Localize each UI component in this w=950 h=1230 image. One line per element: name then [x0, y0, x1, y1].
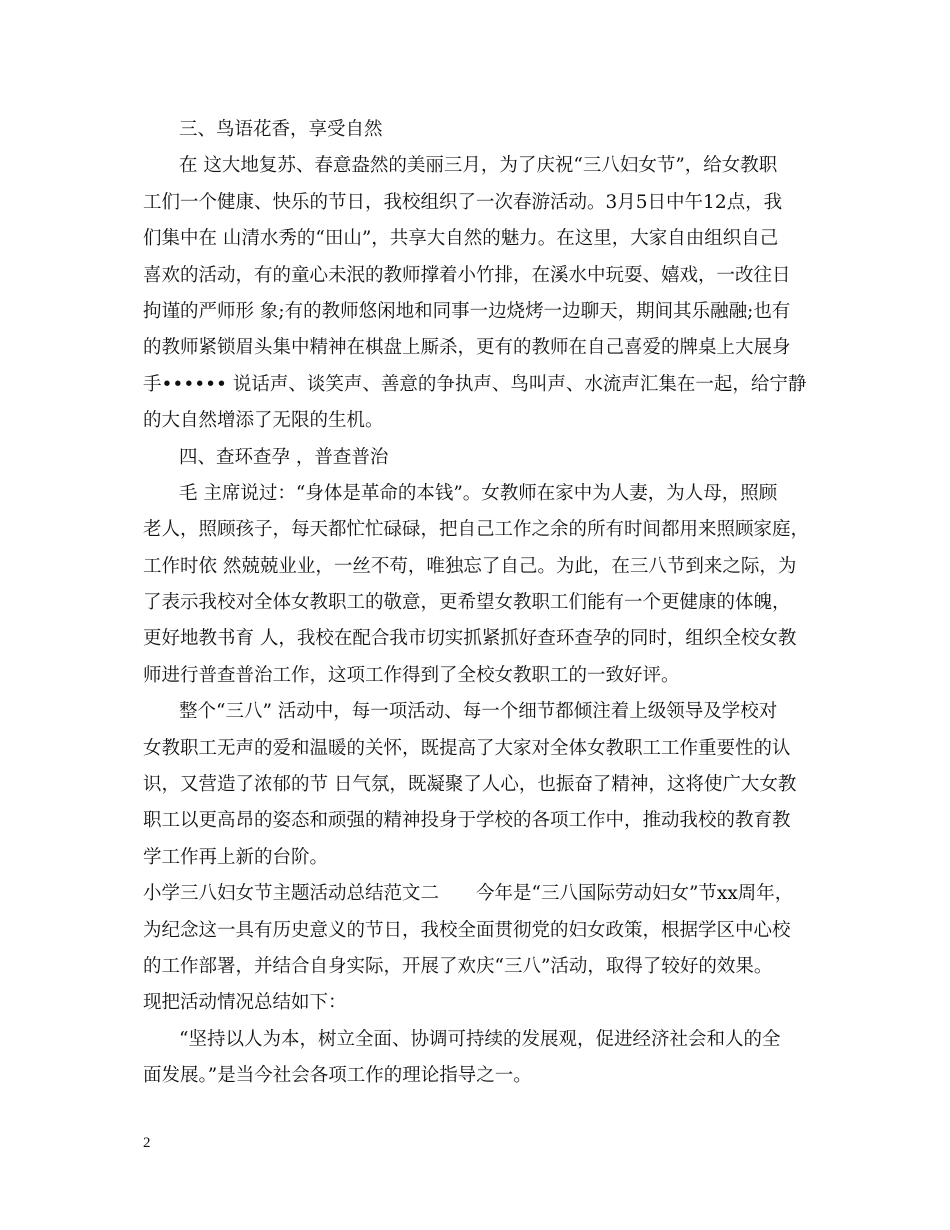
paragraph-line: 毛 主席说过：“身体是革命的本钱”。女教师在家中为人妻，为人母，照顾: [179, 482, 778, 504]
paragraph-line: 整个“三八” 活动中，每一项活动、每一个细节都倾注着上级领导及学校对: [179, 701, 778, 723]
paragraph-line: 小学三八妇女节主题活动总结范文二 今年是“三八国际劳动妇女”节xx周年，: [143, 883, 794, 905]
paragraph-line: 们集中在 山清水秀的“田山”，共享大自然的魅力。在这里，大家自由组织自己: [143, 228, 779, 250]
paragraph-line: 学工作再上新的台阶。: [143, 846, 329, 868]
paragraph-line: 的教师紧锁眉头集中精神在棋盘上厮杀，更有的教师在自己喜爱的牌桌上大展身: [143, 337, 791, 359]
paragraph-line: 手•••••• 说话声、谈笑声、善意的争执声、鸟叫声、水流声汇集在一起，给宁静: [143, 373, 807, 395]
paragraph-line: 拘谨的严师形 象;有的教师悠闲地和同事一边烧烤一边聊天，期间其乐融融;也有: [143, 300, 791, 322]
paragraph-line: 更好地教书育 人，我校在配合我市切实抓紧抓好查环查孕的同时，组织全校女教: [143, 628, 797, 650]
paragraph-line: 的大自然增添了无限的生机。: [143, 410, 384, 432]
paragraph-line: 在 这大地复苏、春意盎然的美丽三月，为了庆祝“三八妇女节”，给女教职: [179, 155, 778, 177]
page-number: 2: [143, 1135, 151, 1151]
paragraph-line: 为纪念这一具有历史意义的节日，我校全面贯彻党的妇女政策，根据学区中心校: [143, 919, 791, 941]
paragraph-line: 了表示我校对全体女教职工的敬意，更希望女教职工们能有一个更健康的体魄，: [143, 592, 791, 614]
paragraph-line: 工作时依 然兢兢业业，一丝不苟，唯独忘了自己。为此，在三八节到来之际，为: [143, 555, 797, 577]
paragraph-line: 女教职工无声的爱和温暖的关怀，既提高了大家对全体女教职工工作重要性的认: [143, 737, 791, 759]
paragraph-line: “坚持以人为本，树立全面、协调可持续的发展观，促进经济社会和人的全: [179, 1028, 781, 1050]
paragraph-line: 识，又营造了浓郁的节 日气氛，既凝聚了人心，也振奋了精神，这将使广大女教: [143, 774, 797, 796]
paragraph-line: 老人，照顾孩子，每天都忙忙碌碌，把自己工作之余的所有时间都用来照顾家庭，: [143, 519, 810, 541]
paragraph-line: 职工以更高昂的姿态和顽强的精神投身于学校的各项工作中，推动我校的教育教: [143, 810, 791, 832]
paragraph-line: 现把活动情况总结如下：: [143, 992, 347, 1014]
paragraph-line: 面发展。”是当今社会各项工作的理论指导之一。: [143, 1065, 532, 1087]
section-heading-4: 四、查环查孕 ，普查普治: [179, 446, 389, 468]
section-heading-3: 三、鸟语花香，享受自然: [179, 119, 383, 140]
paragraph-line: 的工作部署，并结合自身实际，开展了欢庆“三八”活动，取得了较好的效果。: [143, 955, 773, 977]
document-body: [143, 112, 811, 1095]
paragraph-line: 喜欢的活动，有的童心未泯的教师撑着小竹排，在溪水中玩耍、嬉戏，一改往日: [143, 264, 791, 286]
paragraph-line: 工们一个健康、快乐的节日，我校组织了一次春游活动。3月5日中午12点，我: [143, 191, 783, 213]
paragraph-line: 师进行普查普治工作，这项工作得到了全校女教职工的一致好评。: [143, 664, 680, 686]
